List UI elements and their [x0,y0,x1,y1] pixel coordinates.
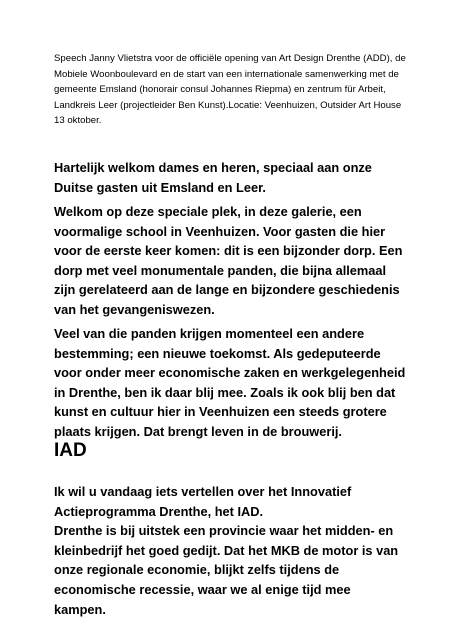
welcome-paragraph: Hartelijk welkom dames en heren, speciaal aan onze Duitse gasten uit Emsland en Leer. [54,160,372,195]
development-paragraph: Veel van die panden krijgen momenteel een andere bestemming; een nieuwe toekomst. Als gedeputeerde voor onder meer economische zaken en werkgelegenheid in Drenthe, ben ik daar blij mee. Zoals ik ook blij ben dat kunst en cultuur hier in Veenhuizen een steeds grotere plaats krijgen. Dat brengt leven in de brouwerij. [54,326,406,439]
section-paragraph: Ik wil u vandaag iets vertellen over het Innovatief Actieprogramma Drenthe, het IAD. Drenthe is bij uitstek een provincie waar het midden- en kleinbedrijf het goed gedijt. Dat het MKB de motor is van onze regionale economie, blijkt zelfs tijdens de economische recessie, waar we al enige tijd mee kampen. [54,484,399,617]
intro-text: Speech Janny Vlietstra voor de officiële opening van Art Design Drenthe (ADD), de Mobiele Woonboulevard en de start van een internationale samenwerking met de gemeente Emsland (honorair consul Johannes Riepma) en zentrum für Arbeit, Landkreis Leer (projectleider Ben Kunst).Locatie: Veenhuizen, Outsider Art House 13 oktober. [54,53,406,127]
section-heading: IAD [54,440,87,461]
location-paragraph: Welkom op deze speciale plek, in deze galerie, een voormalige school in Veenhuizen. Voor gasten die hier voor de eerste keer komen: dit is een bijzonder dorp. Een dorp met veel monumentale panden, die bijna allemaal zijn gerelateerd aan de lange en bijzondere geschiedenis van het gevangeniswezen. [54,204,403,317]
